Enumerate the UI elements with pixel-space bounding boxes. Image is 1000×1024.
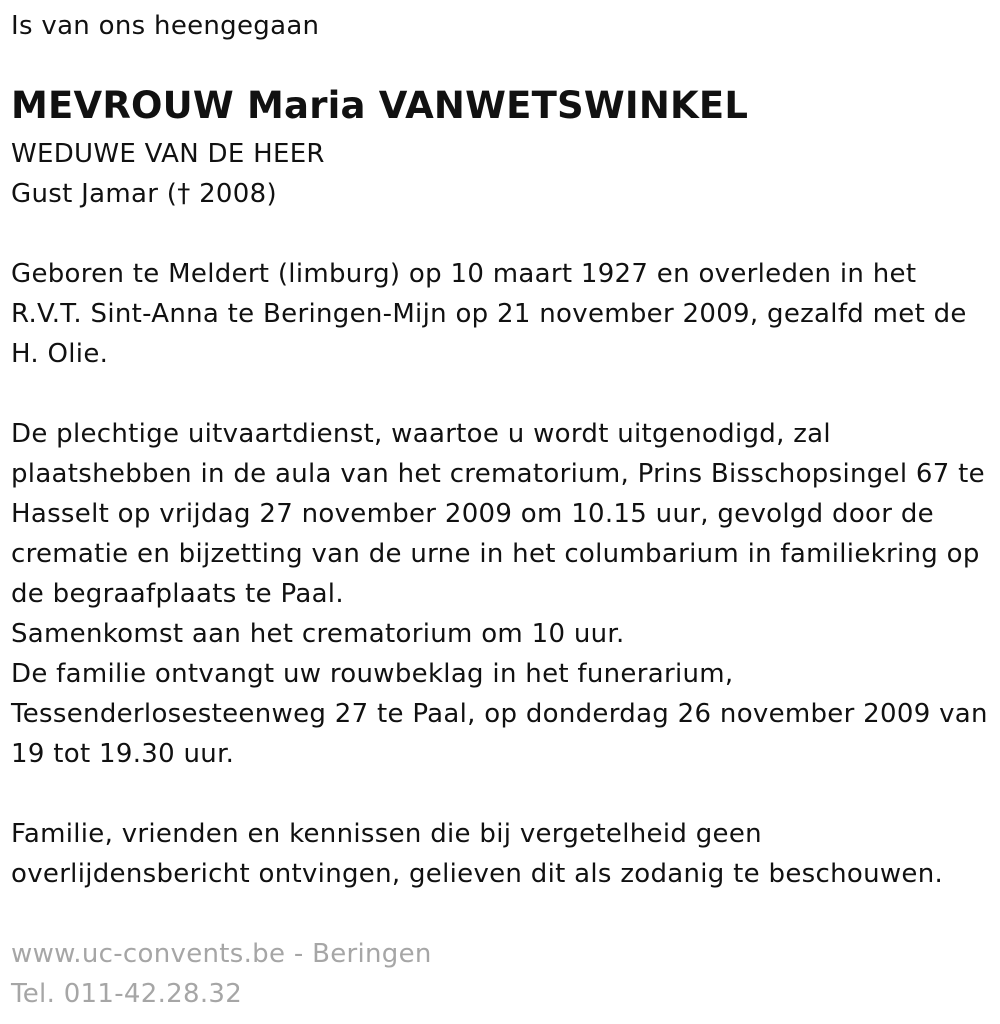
paragraph-line: R.V.T. Sint-Anna te Beringen-Mijn op 21 november 2009, gezalfd met de [11, 299, 967, 329]
intro-text: Is van ons heengegaan [11, 11, 320, 41]
widow-line-title: WEDUWE VAN DE HEER [11, 139, 325, 169]
widow-line-spouse [11, 174, 325, 214]
paragraph-line: Familie, vrienden en kennissen die bij vergetelheid geen [11, 819, 762, 849]
spouse-death-year: 2008) [190, 179, 277, 209]
spouse-name: Gust Jamar ( [11, 179, 178, 209]
paragraph-line: Geboren te Meldert (limburg) op 10 maart 1927 en overleden in het [11, 259, 917, 289]
phone-text: Tel. 011-42.28.32 [11, 979, 243, 1009]
paragraph-line: Tessenderlosesteenweg 27 te Paal, op donderdag 26 november 2009 van [11, 699, 988, 729]
cross-icon: † [177, 179, 191, 209]
paragraph-line: overlijdensbericht ontvingen, gelieven dit als zodanig te beschouwen. [11, 859, 944, 889]
widow-info [11, 134, 325, 214]
paragraph-line: crematie en bijzetting van de urne in het columbarium in familiekring op [11, 539, 980, 569]
paragraph-line: H. Olie. [11, 339, 109, 369]
paragraph-line: 19 tot 19.30 uur. [11, 739, 235, 769]
paragraph-line: De plechtige uitvaartdienst, waartoe u wordt uitgenodigd, zal [11, 419, 831, 449]
paragraph-line: de begraafplaats te Paal. [11, 579, 344, 609]
paragraph-line: Hasselt op vrijdag 27 november 2009 om 10.15 uur, gevolgd door de [11, 499, 934, 529]
website-text: www.uc-convents.be - Beringen [11, 939, 432, 969]
notice-paragraph [11, 814, 943, 894]
deceased-name: MEVROUW Maria VANWETSWINKEL [11, 84, 749, 127]
birth-death-paragraph [11, 254, 967, 374]
funeral-service-paragraph [11, 414, 988, 774]
paragraph-line: plaatshebben in de aula van het crematorium, Prins Bisschopsingel 67 te [11, 459, 985, 489]
gathering-line: Samenkomst aan het crematorium om 10 uur. [11, 619, 625, 649]
funeral-home-footer [11, 934, 432, 1014]
paragraph-line: De familie ontvangt uw rouwbeklag in het funerarium, [11, 659, 734, 689]
